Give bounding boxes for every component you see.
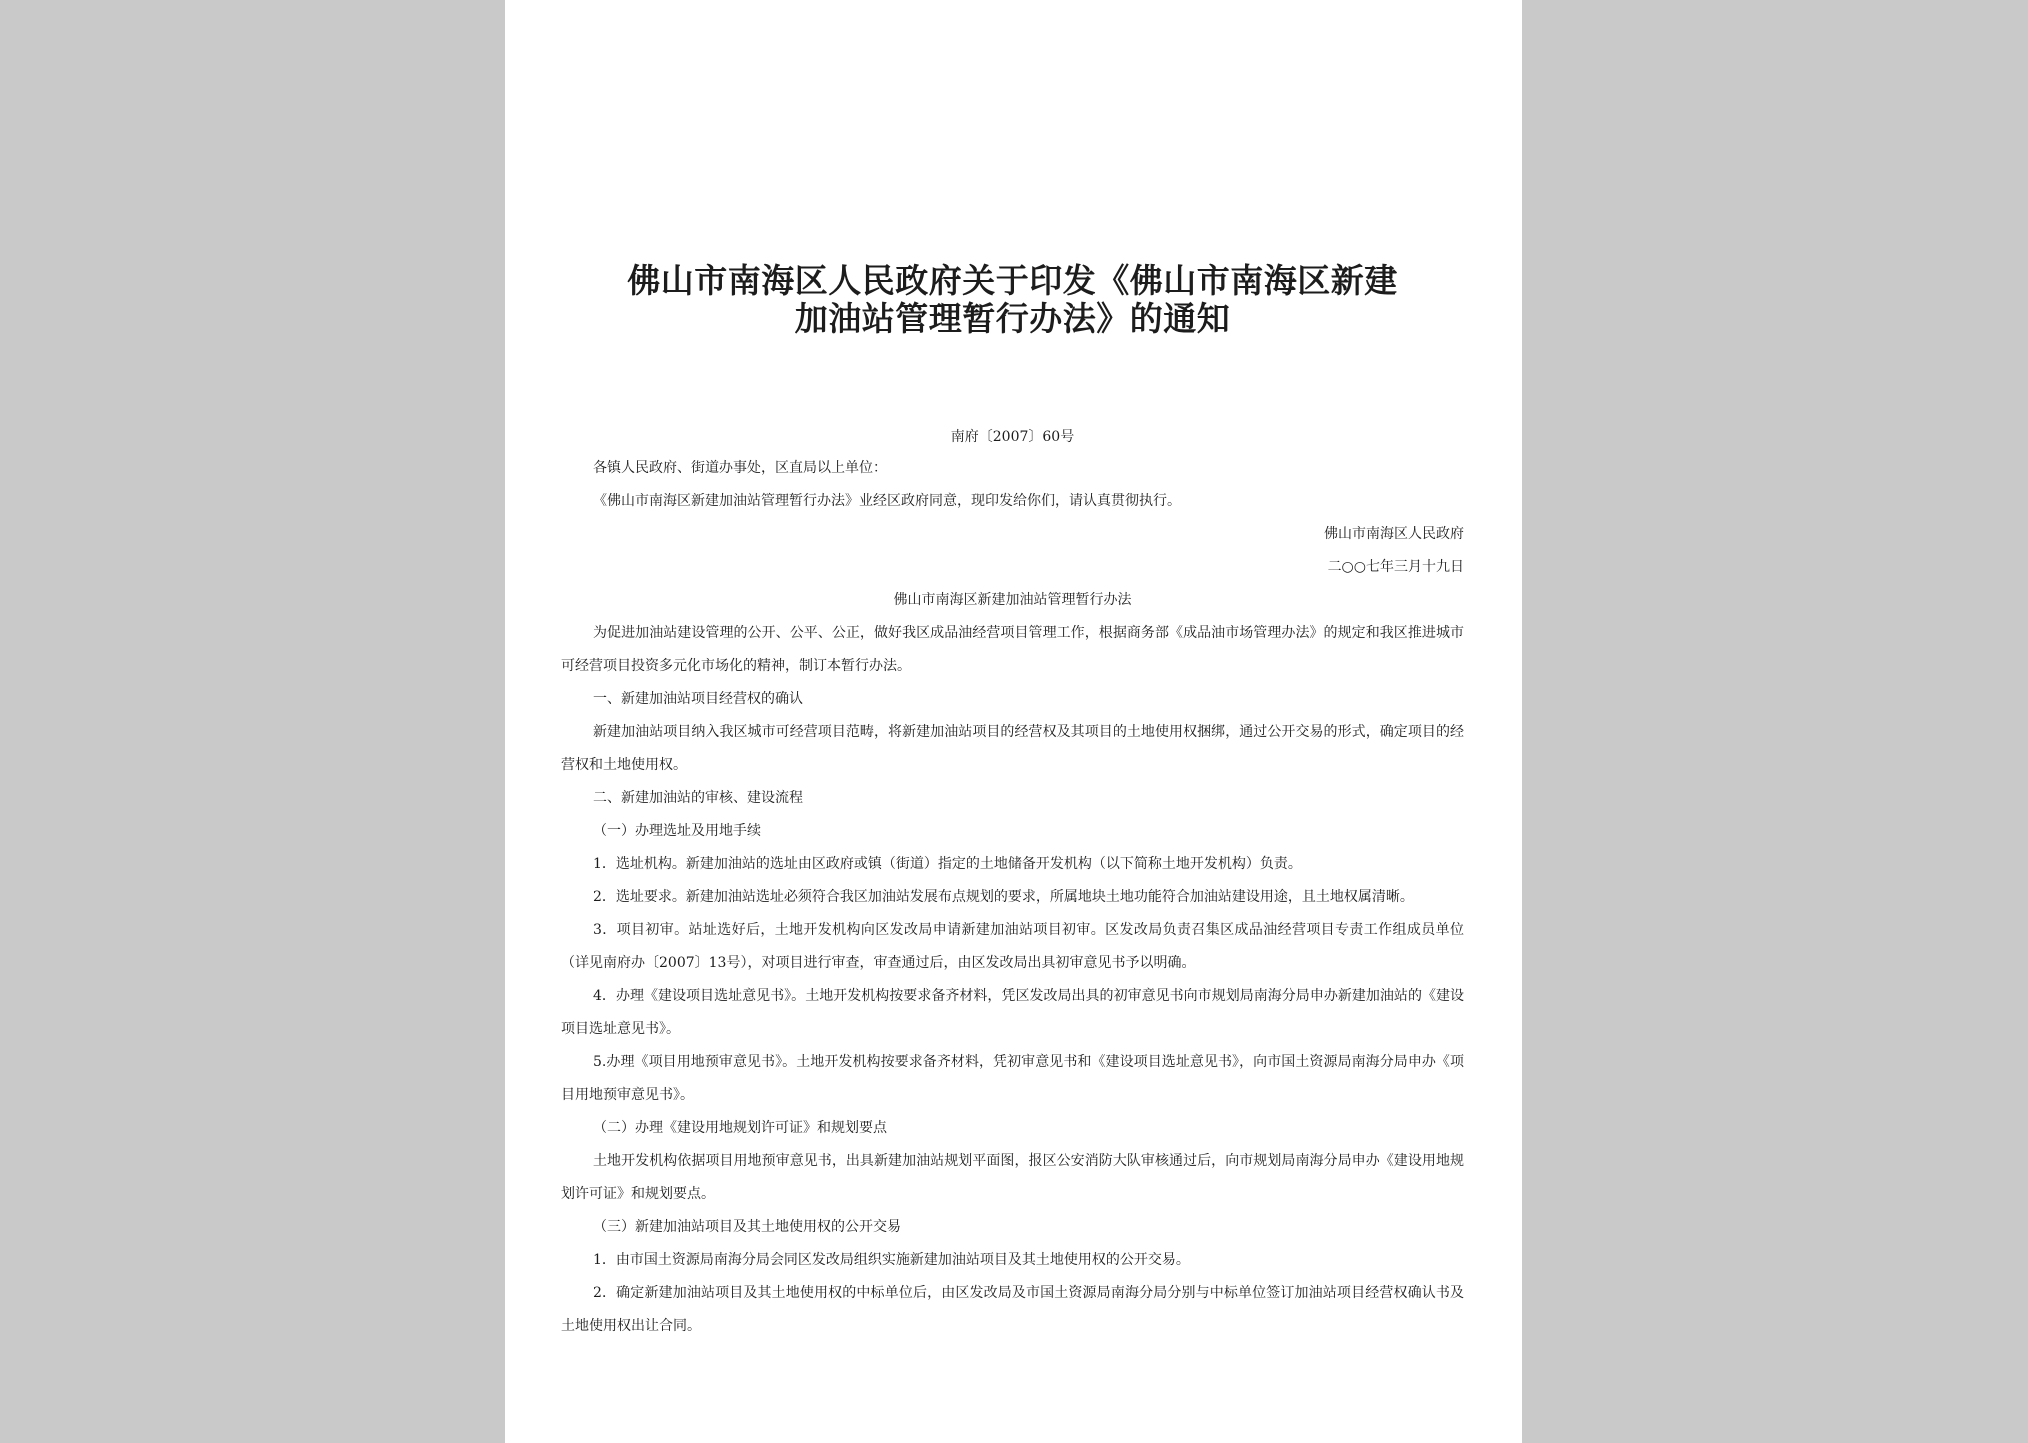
list-item: 2．确定新建加油站项目及其土地使用权的中标单位后，由区发改局及市国土资源局南海分局分别与中标单位签订加油站项目经营权确认书及土地使用权出让合同。 bbox=[561, 1285, 1464, 1334]
section-title: 佛山市南海区新建加油站管理暂行办法 bbox=[893, 592, 1132, 608]
list-item: 3．项目初审。站址选好后，土地开发机构向区发改局申请新建加油站项目初审。区发改局负责召集区成品油经营项目专责工作组成员单位（详见南府办〔2007〕13号），对项目进行审查，审查通过后，由区发改局出具初审意见书予以明确。 bbox=[561, 922, 1464, 971]
subheading-3: （三）新建加油站项目及其土地使用权的公开交易 bbox=[593, 1219, 901, 1235]
heading-2: 二、新建加油站的审核、建设流程 bbox=[593, 790, 803, 806]
paragraph: 土地开发机构依据项目用地预审意见书，出具新建加油站规划平面图，报区公安消防大队审核通过后，向市规划局南海分局申办《建设用地规划许可证》和规划要点。 bbox=[561, 1153, 1464, 1202]
list-item: 1．由市国土资源局南海分局会同区发改局组织实施新建加油站项目及其土地使用权的公开交易。 bbox=[593, 1252, 1190, 1268]
issue-date: 二○○七年三月十九日 bbox=[1327, 559, 1464, 575]
title-line-2: 加油站管理暂行办法》的通知 bbox=[794, 299, 1231, 338]
list-item: 4．办理《建设项目选址意见书》。土地开发机构按要求备齐材料，凭区发改局出具的初审意见书向市规划局南海分局申办新建加油站的《建设项目选址意见书》。 bbox=[561, 988, 1464, 1037]
subheading-2: （二）办理《建设用地规划许可证》和规划要点 bbox=[593, 1120, 887, 1136]
issuer-signature: 佛山市南海区人民政府 bbox=[1324, 526, 1464, 542]
document-number: 南府〔2007〕60号 bbox=[950, 429, 1075, 445]
document-page bbox=[505, 0, 1522, 1443]
paragraph: 新建加油站项目纳入我区城市可经营项目范畴，将新建加油站项目的经营权及其项目的土地使用权捆绑，通过公开交易的形式，确定项目的经营权和土地使用权。 bbox=[561, 724, 1464, 773]
intro-paragraph: 《佛山市南海区新建加油站管理暂行办法》业经区政府同意，现印发给你们，请认真贯彻执行。 bbox=[593, 493, 1181, 509]
heading-1: 一、新建加油站项目经营权的确认 bbox=[593, 691, 803, 707]
addressee: 各镇人民政府、街道办事处，区直局以上单位： bbox=[593, 460, 887, 476]
paragraph: 为促进加油站建设管理的公开、公平、公正，做好我区成品油经营项目管理工作，根据商务部《成品油市场管理办法》的规定和我区推进城市可经营项目投资多元化市场化的精神，制订本暂行办法。 bbox=[561, 625, 1464, 674]
title-line-1: 佛山市南海区人民政府关于印发《佛山市南海区新建 bbox=[627, 261, 1398, 300]
document-title bbox=[561, 262, 1464, 338]
subheading-1: （一）办理选址及用地手续 bbox=[593, 823, 761, 839]
document-body bbox=[561, 452, 1464, 1343]
list-item: 2．选址要求。新建加油站选址必须符合我区加油站发展布点规划的要求，所属地块土地功能符合加油站建设用途，且土地权属清晰。 bbox=[593, 889, 1414, 905]
list-item: 5.办理《项目用地预审意见书》。土地开发机构按要求备齐材料，凭初审意见书和《建设项目选址意见书》，向市国土资源局南海分局申办《项目用地预审意见书》。 bbox=[561, 1054, 1464, 1103]
list-item: 1．选址机构。新建加油站的选址由区政府或镇（街道）指定的土地储备开发机构（以下简称土地开发机构）负责。 bbox=[593, 856, 1302, 872]
